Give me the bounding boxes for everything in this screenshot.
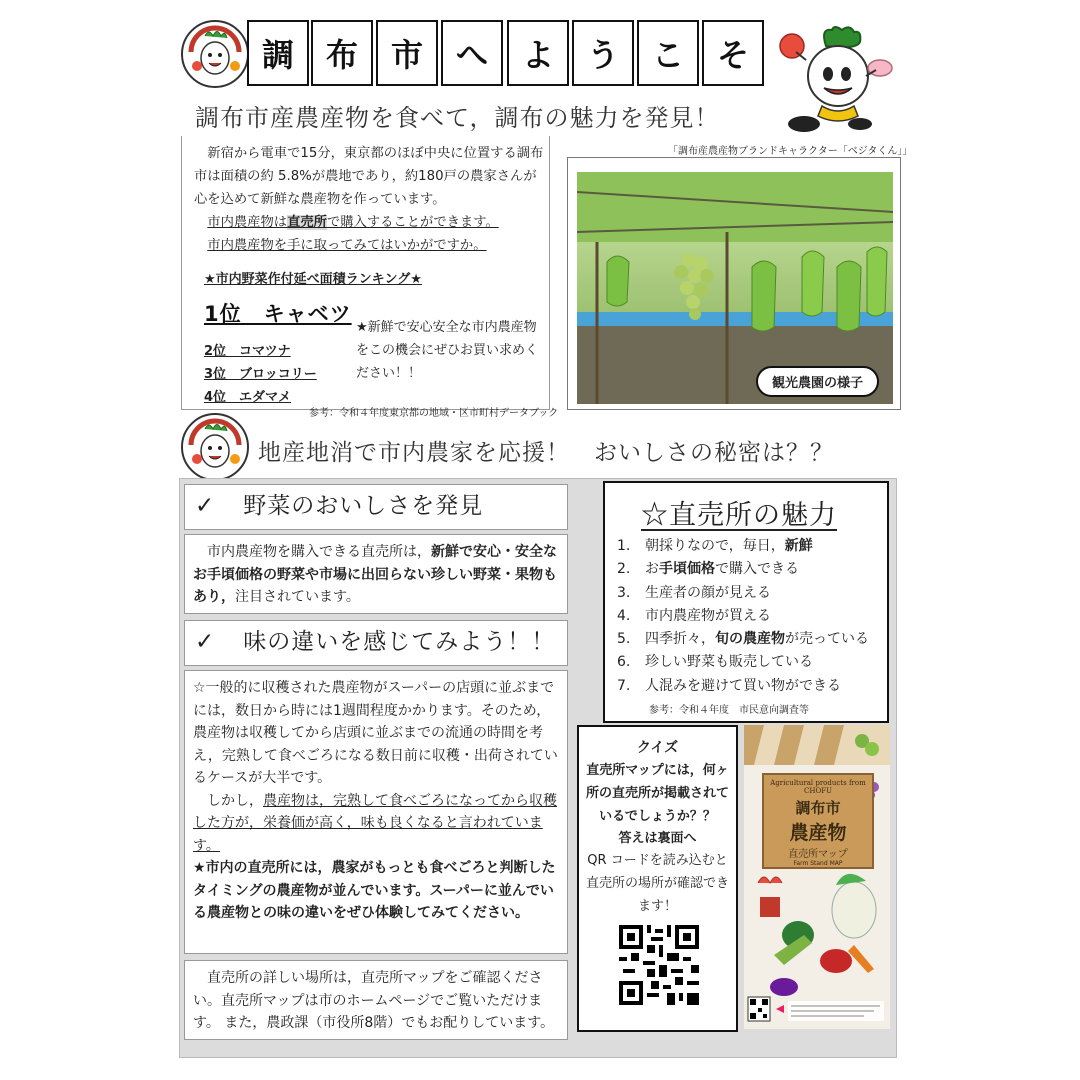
charm-item	[617, 628, 869, 651]
farm-photo	[567, 157, 901, 410]
charm-item-text: 四季折々，	[645, 631, 715, 648]
ranking-fourth: 4位 エダマメ	[204, 390, 292, 405]
charm-item-number: 1.	[617, 538, 631, 554]
charm-item-text: 珍しい野菜も販売している	[645, 654, 813, 671]
city-logo-small	[181, 413, 249, 481]
title-char: 調	[247, 20, 309, 86]
poster-title: 農産物	[789, 822, 847, 844]
intro-text-part: で購入することができます。	[326, 215, 499, 230]
discover-text	[193, 541, 559, 609]
discover-heading-text: 野菜のおいしさを発見	[243, 493, 484, 519]
title-char: 市	[376, 20, 438, 86]
charm-reference: 参考：令和４年度 市民意向調査等	[649, 705, 809, 716]
ranking-first: 1位 キャベツ	[204, 302, 352, 326]
city-logo	[181, 20, 249, 88]
location-text: 直売所の詳しい場所は，直売所マップをご確認ください。直売所マップは市のホームページでご覧いただけます。 また，農政課（市役所8階）でもお配りしています。	[193, 970, 555, 1031]
charm-item	[617, 605, 869, 628]
vegita-logo-icon	[183, 415, 247, 479]
location-card	[184, 960, 568, 1040]
charm-item-number: 2.	[617, 561, 631, 578]
charm-item-number: 3.	[617, 584, 631, 601]
poster-city: 調布市	[795, 799, 841, 817]
intro-paragraph: 新宿から電車で15分，東京都のほぼ中央に位置する調布市は面積の約 5.8%が農地であり，約180戸の農家さんが心を込めて新鮮な農産物を作っています。	[194, 146, 544, 207]
title-char: へ	[441, 20, 503, 86]
photo-label: 観光農園の様子	[756, 366, 879, 397]
charm-item	[617, 675, 869, 698]
taste-heading-card	[184, 620, 568, 666]
highlight-direct-sale: 直売所	[287, 215, 327, 230]
quiz-question: 直売所マップには，何ヶ所の直売所が掲載されているでしょうか？？	[585, 763, 729, 824]
charm-title: ☆直売所の魅力	[641, 500, 837, 531]
charm-item-bold: 新鮮	[784, 538, 813, 554]
title-char: よ	[507, 20, 569, 86]
intro-reference: 参考：令和４年度東京都の地域・区市町村データブック	[309, 408, 559, 419]
intro-text	[194, 142, 544, 257]
title-char: う	[572, 20, 634, 86]
taste-paragraph-3: ★市内の直売所には，農家がもっとも食べごろと判断したタイミングの農産物が並んでいます。スーパーに並んでいる農産物との味の違いをぜひ体験してみてください。	[193, 860, 556, 921]
check-icon: ✓	[195, 629, 216, 655]
ranking-second: 2位 コマツナ	[204, 344, 291, 359]
taste-paragraph-2	[193, 790, 559, 858]
ranking-heading: ★市内野菜作付延べ面積ランキング★	[204, 272, 422, 287]
charm-item-number: 4.	[617, 607, 631, 624]
discover-heading	[185, 485, 567, 527]
charm-item-number: 5.	[617, 631, 631, 648]
discover-text-part: 注目されています。	[235, 589, 360, 605]
map-poster	[744, 725, 890, 1029]
quiz-box	[577, 725, 738, 1032]
discover-text-bold: 新鮮で安心・安全なお手頃価格の野菜や市場に出回らない珍しい野菜・果物もあり，	[193, 544, 557, 605]
intro-direct-sale-line	[194, 211, 544, 234]
poster-english-text: Agricultural products from CHOFU	[770, 779, 866, 795]
title-char: こ	[637, 20, 699, 86]
taste-text-underlined: 農産物は，完熟して食べごろになってから収穫した方が，栄養価が高く，味も良くなると言われています。	[193, 792, 557, 854]
charm-item-text: お	[645, 561, 659, 578]
charm-item-text: が売っている	[785, 631, 869, 648]
charm-item-bold: 手頃価格	[659, 561, 715, 578]
direct-sale-charm-box	[603, 481, 889, 723]
discover-body-card	[184, 534, 568, 614]
ranking-note: ★新鮮で安心安全な市内農産物をこの機会にぜひお買い求めください！！	[356, 320, 539, 381]
quiz-title: クイズ	[636, 740, 679, 756]
charm-list	[617, 535, 869, 698]
intro-direct-sale-text	[207, 215, 498, 230]
mascot-vegita-icon	[776, 24, 896, 136]
discover-text-part: 市内農産物を購入できる直売所は，	[207, 544, 431, 560]
qr-code-icon[interactable]	[619, 925, 699, 1005]
intro-box	[181, 136, 550, 410]
title-char: 布	[311, 20, 373, 86]
charm-item	[617, 535, 869, 558]
quiz-answer: 答えは裏面へ	[618, 831, 697, 846]
page-subtitle: 調布市産農産物を食べて，調布の魅力を発見！	[195, 104, 720, 132]
charm-item-bold: 旬の農産物	[715, 631, 785, 648]
charm-item	[617, 582, 869, 605]
taste-body-card	[184, 670, 568, 954]
ranking-third: 3位 ブロッコリー	[204, 367, 317, 382]
taste-text-part: しかし，	[207, 792, 263, 809]
poster-illustration-icon	[744, 725, 890, 1029]
intro-invite-line	[194, 234, 544, 257]
charm-item-number: 7.	[617, 677, 631, 694]
taste-paragraph-1: ☆一般的に収穫された農産物がスーパーの店頭に並ぶまでには，数日から時には1週間程度かかります。そのため，農産物は収穫してから店頭に並ぶまでの流通の時間を考え，完熟して食べごろになる数日前に収穫・出荷されているケースが大半です。	[193, 680, 558, 786]
taste-heading-text: 味の違いを感じてみよう！！	[243, 629, 556, 655]
charm-item-number: 6.	[617, 654, 631, 671]
vegita-logo-icon	[183, 22, 247, 86]
poster-sign	[762, 773, 874, 869]
check-icon: ✓	[195, 493, 216, 519]
poster-english-subtitle: Farm Stand MAP	[793, 860, 843, 867]
charm-item-text: 朝採りなので，毎日，	[645, 538, 785, 554]
section-heading: 地産地消で市内農家を応援！ おいしさの秘密は？？	[258, 440, 834, 466]
poster-subtitle: 直売所マップ	[788, 849, 848, 860]
charm-item-text: 市内農産物が買える	[645, 607, 771, 624]
intro-text-part: 市内農産物は	[207, 215, 288, 230]
charm-item-text: 生産者の顔が見える	[645, 584, 771, 601]
charm-item	[617, 558, 869, 581]
discover-heading-card	[184, 484, 568, 530]
charm-item	[617, 651, 869, 674]
intro-invite-text: 市内農産物を手に取ってみてはいかがですか。	[207, 238, 487, 253]
title-char: そ	[702, 20, 764, 86]
charm-item-text: 人混みを避けて買い物ができる	[645, 677, 841, 694]
quiz-qr-instructions: QR コードを読み込むと直売所の場所が確認できます！	[585, 853, 729, 914]
taste-heading	[185, 621, 567, 663]
charm-item-text: で購入できる	[715, 561, 799, 578]
mascot-caption: 「調布産農産物ブランドキャラクター「ベジタくん」」	[668, 146, 913, 157]
